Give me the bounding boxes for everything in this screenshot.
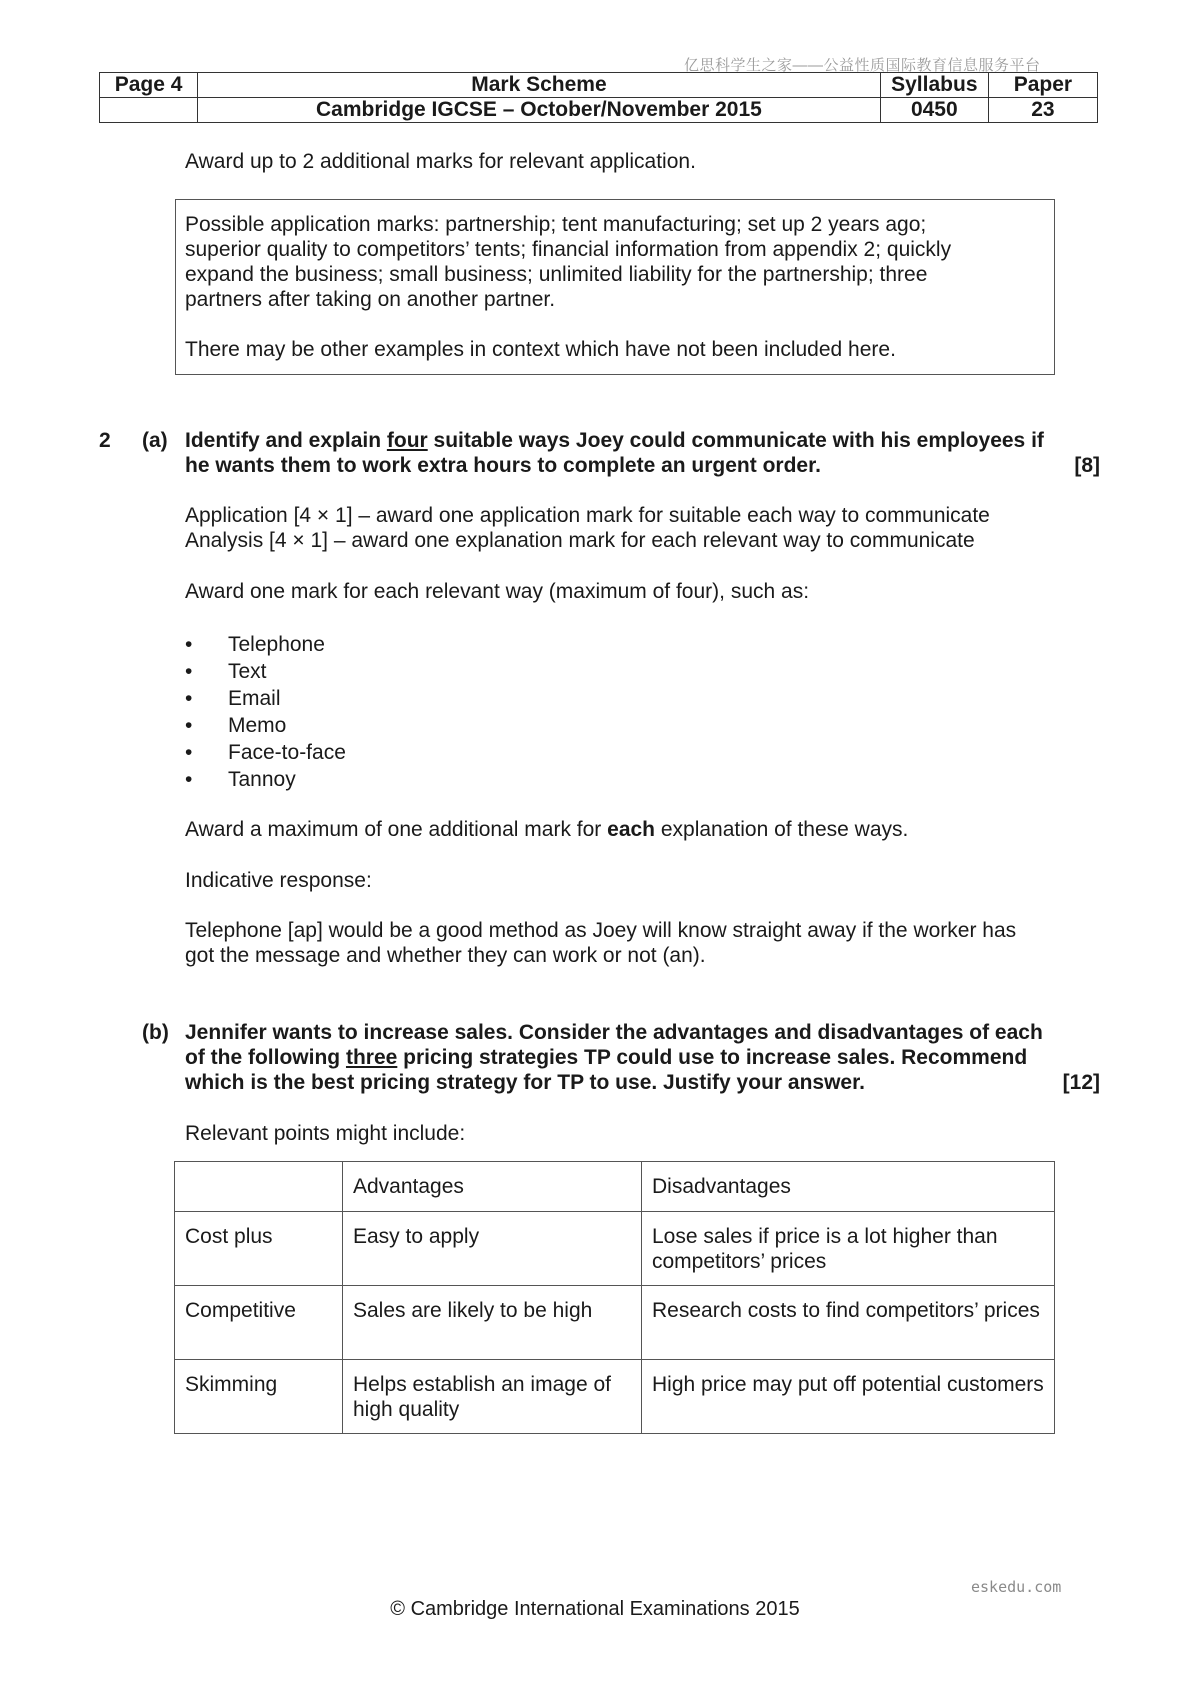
max-text: Award a maximum of one additional mark for — [185, 818, 608, 841]
bullet-text: Tannoy — [228, 768, 296, 791]
max-line — [185, 817, 908, 842]
question-number: 2 — [99, 429, 111, 452]
table-row — [175, 1286, 1055, 1360]
bullet-list — [185, 631, 346, 793]
bullet-item — [185, 712, 346, 739]
bullet-text: Text — [228, 660, 267, 683]
indicative-label: Indicative response: — [185, 869, 372, 892]
part-b-line1: Jennifer wants to increase sales. Consider the advantages and disadvantages of each — [185, 1021, 1043, 1044]
bullet-item — [185, 739, 346, 766]
award-line: Award up to 2 additional marks for relevant application. — [185, 150, 696, 173]
response-line: Telephone [ap] would be a good method as Joey will know straight away if the worker has — [185, 919, 1017, 942]
bullet-dot: • — [185, 633, 193, 656]
application-box-text — [185, 212, 1045, 362]
analysis-line: Analysis [4 × 1] – award one explanation mark for each relevant way to communicate — [185, 529, 975, 552]
part-b-marks: [12] — [1062, 1071, 1100, 1094]
bullet-dot: • — [185, 768, 193, 791]
box-line: There may be other examples in context which have not been included here. — [185, 338, 896, 361]
header-table — [99, 72, 1098, 123]
bullet-text: Email — [228, 687, 281, 710]
bullet-item — [185, 631, 346, 658]
bullet-item — [185, 685, 346, 712]
strategy-name: Competitive — [175, 1286, 343, 1360]
table-header-row — [175, 1162, 1055, 1212]
part-b-text: pricing strategies TP could use to increase sales. Recommend — [397, 1046, 1028, 1069]
award-each-line: Award one mark for each relevant way (maximum of four), such as: — [185, 580, 810, 603]
strategy-disadvantage: Research costs to find competitors’ prices — [642, 1286, 1055, 1360]
paper-label: Paper — [988, 73, 1097, 98]
strategy-disadvantage: High price may put off potential customers — [642, 1360, 1055, 1434]
part-b-underlined: three — [345, 1046, 398, 1069]
part-a-text: Identify and explain — [185, 429, 387, 452]
strategy-advantage: Easy to apply — [343, 1212, 642, 1286]
bullet-dot: • — [185, 660, 193, 683]
part-a-marks: [8] — [1074, 454, 1100, 477]
max-bold: each — [607, 818, 656, 841]
header-subtitle: Cambridge IGCSE – October/November 2015 — [198, 98, 881, 123]
part-a-line2 — [185, 453, 1100, 478]
strategy-name: Cost plus — [175, 1212, 343, 1286]
part-b-label: (b) — [142, 1021, 169, 1044]
part-b-line2 — [185, 1045, 1100, 1070]
part-b-line3 — [185, 1070, 1100, 1095]
part-b-text: which is the best pricing strategy for TP to use. Justify your answer. — [185, 1071, 865, 1094]
application-line: Application [4 × 1] – award one application mark for suitable each way to communicate — [185, 504, 990, 527]
application-text — [185, 503, 990, 553]
syllabus-label: Syllabus — [880, 73, 988, 98]
table-header-cell: Disadvantages — [642, 1162, 1055, 1212]
table-row — [175, 1360, 1055, 1434]
syllabus-value: 0450 — [880, 98, 988, 123]
page-number: Page 4 — [100, 73, 198, 98]
part-a-text: he wants them to work extra hours to complete an urgent order. — [185, 454, 821, 477]
bullet-item — [185, 658, 346, 685]
watermark-text: 亿思科学生之家——公益性质国际教育信息服务平台 — [684, 57, 1041, 74]
bullet-text: Memo — [228, 714, 287, 737]
strategy-advantage: Sales are likely to be high — [343, 1286, 642, 1360]
part-a-question — [185, 428, 1100, 478]
header-empty-cell — [100, 98, 198, 123]
pricing-table — [174, 1161, 1055, 1434]
part-a-line1 — [185, 428, 1100, 453]
part-b-text: of the following — [185, 1046, 346, 1069]
part-a-text: suitable ways Joey could communicate with his employees if — [427, 429, 1044, 452]
strategy-disadvantage: Lose sales if price is a lot higher than competitors’ prices — [642, 1212, 1055, 1286]
bullet-dot: • — [185, 741, 193, 764]
footer-copyright: © Cambridge International Examinations 2015 — [390, 1598, 800, 1620]
table-header-cell — [175, 1162, 343, 1212]
part-a-underlined: four — [386, 429, 428, 452]
part-a-label: (a) — [142, 429, 168, 452]
bullet-text: Telephone — [228, 633, 325, 656]
table-row — [175, 1212, 1055, 1286]
paper-value: 23 — [988, 98, 1097, 123]
strategy-advantage: Helps establish an image of high quality — [343, 1360, 642, 1434]
part-b-question — [185, 1020, 1100, 1095]
bullet-item — [185, 766, 346, 793]
relevant-points-label: Relevant points might include: — [185, 1122, 466, 1145]
max-text: explanation of these ways. — [655, 818, 909, 841]
header-title: Mark Scheme — [198, 73, 881, 98]
strategy-name: Skimming — [175, 1360, 343, 1434]
eskedu-watermark: eskedu.com — [971, 1578, 1062, 1596]
box-line: superior quality to competitors’ tents; financial information from appendix 2; quickly — [185, 238, 952, 261]
box-line: partners after taking on another partner. — [185, 288, 556, 311]
bullet-text: Face-to-face — [228, 741, 346, 764]
indicative-response — [185, 918, 1016, 968]
table-header-cell: Advantages — [343, 1162, 642, 1212]
bullet-dot: • — [185, 687, 193, 710]
box-line: Possible application marks: partnership; tent manufacturing; set up 2 years ago; — [185, 213, 927, 236]
box-line: expand the business; small business; unlimited liability for the partnership; three — [185, 263, 928, 286]
bullet-dot: • — [185, 714, 193, 737]
response-line: got the message and whether they can work or not (an). — [185, 944, 706, 967]
